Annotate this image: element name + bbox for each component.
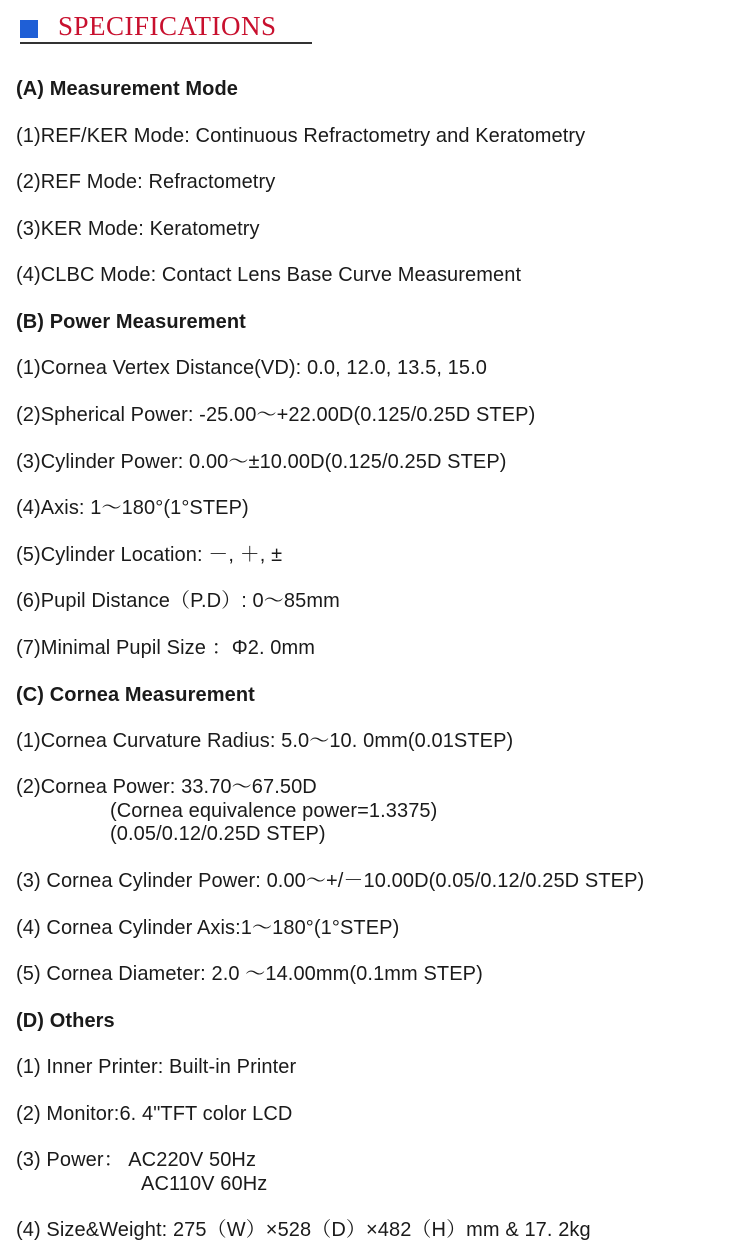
- section-c-heading: (C) Cornea Measurement: [16, 684, 255, 706]
- spec-line: (2)Spherical Power: -25.00～+22.00D(0.125/0.25D STEP): [16, 404, 536, 426]
- specifications-header: [20, 8, 312, 44]
- spec-line-continuation: (Cornea equivalence power=1.3375): [110, 800, 438, 822]
- spec-line: (1)Cornea Curvature Radius: 5.0～10. 0mm(0.01STEP): [16, 730, 514, 752]
- spec-line: (1) Inner Printer: Built-in Printer: [16, 1056, 297, 1078]
- header-divider: [20, 42, 312, 44]
- spec-line: (1)REF/KER Mode: Continuous Refractometry and Keratometry: [16, 125, 586, 147]
- spec-line: (6)Pupil Distance（P.D）: 0～85mm: [16, 590, 340, 612]
- spec-line-continuation: (0.05/0.12/0.25D STEP): [110, 823, 326, 845]
- spec-line: (3) Cornea Cylinder Power: 0.00～+/－10.00D(0.05/0.12/0.25D STEP): [16, 870, 645, 892]
- spec-line: (3) Power： AC220V 50Hz: [16, 1149, 257, 1171]
- section-a-heading: (A) Measurement Mode: [16, 78, 239, 100]
- spec-line: (5) Cornea Diameter: 2.0 ～14.00mm(0.1mm STEP): [16, 963, 483, 985]
- page-title: SPECIFICATIONS: [58, 11, 277, 41]
- spec-line-continuation: AC110V 60Hz: [141, 1173, 268, 1195]
- spec-line: (4)Axis: 1～180°(1°STEP): [16, 497, 249, 519]
- spec-line: (4) Size&Weight: 275（W）×528（D）×482（H）mm & 17. 2kg: [16, 1219, 591, 1241]
- section-d-heading: (D) Others: [16, 1010, 115, 1032]
- spec-line: (1)Cornea Vertex Distance(VD): 0.0, 12.0, 13.5, 15.0: [16, 357, 488, 379]
- spec-line: (3)Cylinder Power: 0.00～±10.00D(0.125/0.25D STEP): [16, 451, 507, 473]
- spec-line: (4)CLBC Mode: Contact Lens Base Curve Measurement: [16, 264, 522, 286]
- spec-line: (3)KER Mode: Keratometry: [16, 218, 260, 240]
- spec-line: (4) Cornea Cylinder Axis:1～180°(1°STEP): [16, 917, 400, 939]
- spec-line: (7)Minimal Pupil Size ：Φ2. 0mm: [16, 637, 316, 659]
- spec-line: (5)Cylinder Location: －, ＋, ±: [16, 544, 283, 566]
- spec-line: (2) Monitor:6. 4"TFT color LCD: [16, 1103, 293, 1125]
- section-b-heading: (B) Power Measurement: [16, 311, 246, 333]
- blue-square-icon: [20, 20, 38, 38]
- spec-line: (2)REF Mode: Refractometry: [16, 171, 276, 193]
- spec-line: (2)Cornea Power: 33.70～67.50D: [16, 776, 317, 798]
